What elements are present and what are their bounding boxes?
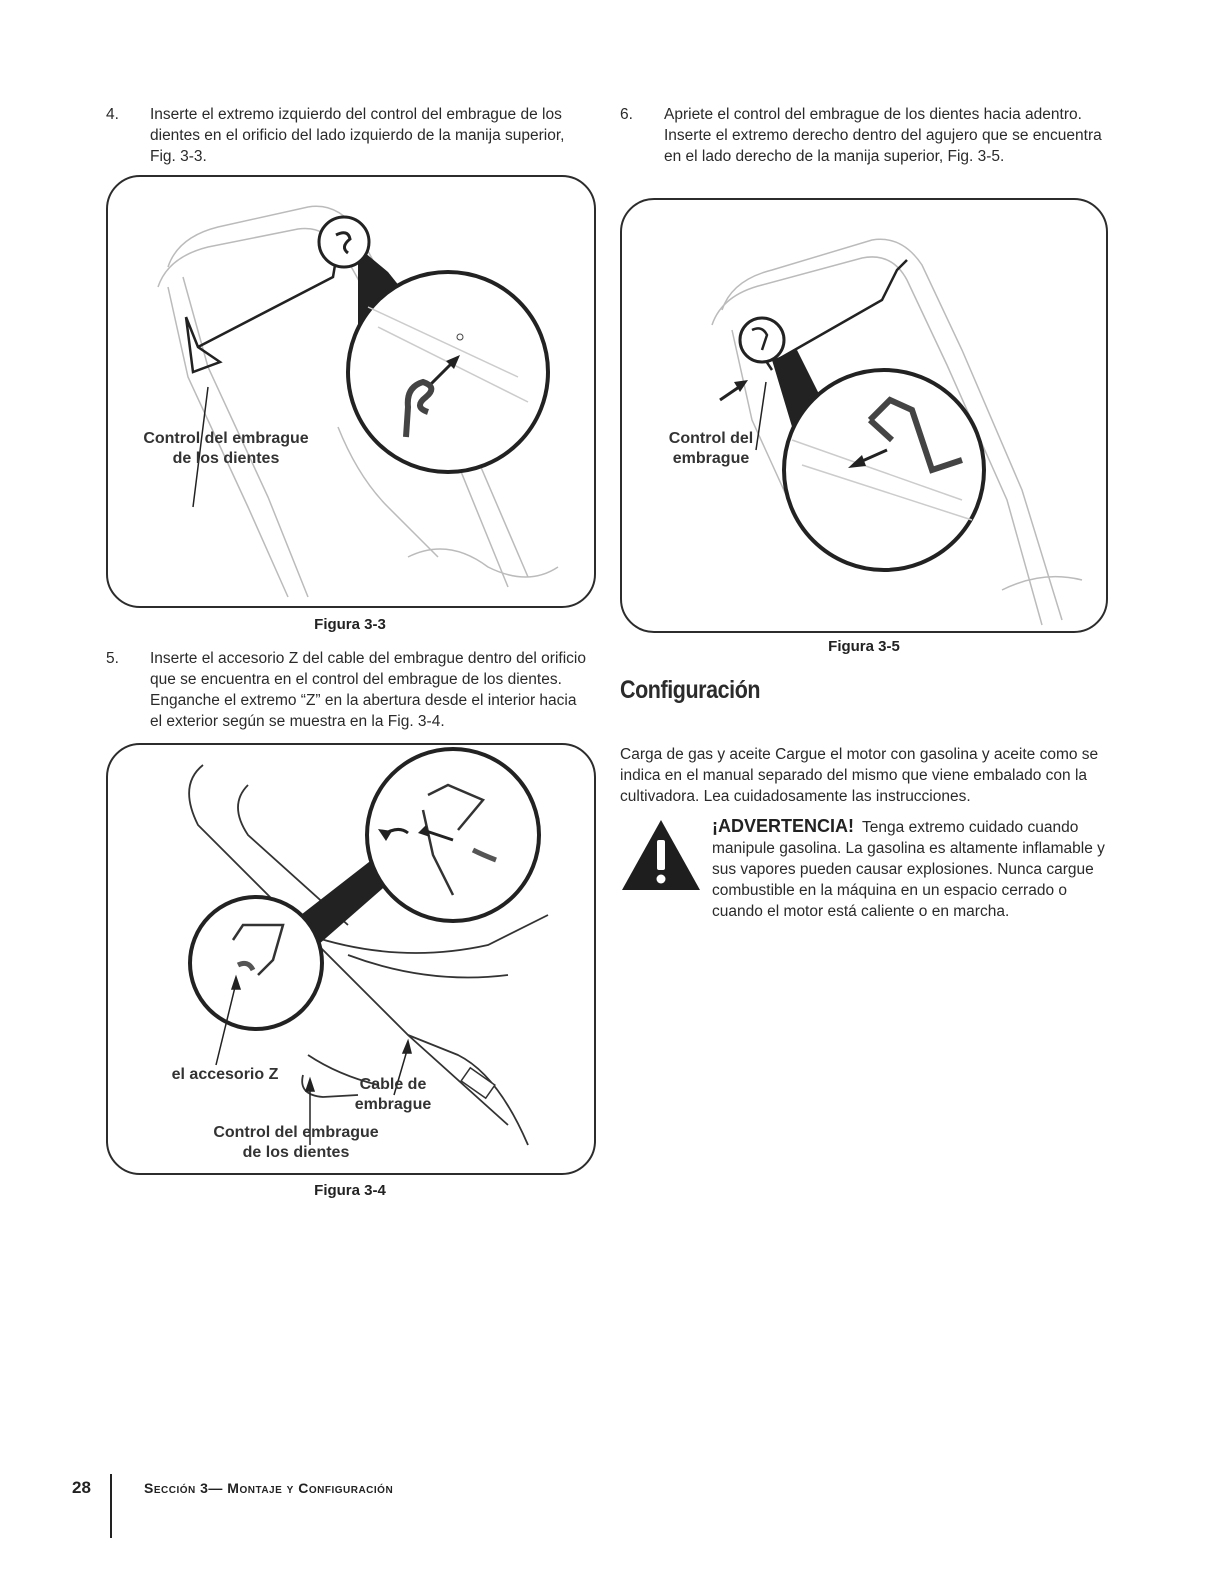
warning-text-block — [712, 816, 1106, 922]
label-line: embrague — [354, 1096, 432, 1113]
warning-block — [620, 816, 1108, 956]
section-heading: Configuración — [620, 676, 761, 704]
label-line: Control del — [668, 430, 754, 447]
footer-divider — [110, 1474, 112, 1538]
figure-3-3-illustration — [108, 177, 594, 606]
label-line: Control del embrague — [143, 430, 309, 447]
step-5 — [106, 648, 592, 732]
figure-3-4-caption: Figura 3-4 — [314, 1182, 386, 1199]
step-text: Inserte el extremo izquierdo del control del embrague de los dientes en el orificio del lado izquierdo de la manija superior, Fig. 3-3. — [150, 106, 565, 165]
figure-3-4-label-control — [196, 1123, 396, 1163]
page-number: 28 — [72, 1478, 91, 1497]
step-6 — [620, 104, 1110, 167]
figure-3-5-caption: Figura 3-5 — [828, 638, 900, 655]
footer-section-title: Sección 3— Montaje y Configuración — [144, 1480, 394, 1496]
step-text: Inserte el accesorio Z del cable del embrague dentro del orificio que se encuentra en el control del embrague de los dientes. Enganche el extremo “Z” en la abertura desde el interior hacia el exterior según se muestra en la Fig. 3-4. — [150, 650, 586, 730]
figure-3-5 — [620, 198, 1108, 633]
warning-triangle-icon — [620, 818, 702, 892]
figure-3-3-caption: Figura 3-3 — [314, 616, 386, 633]
figure-3-3 — [106, 175, 596, 608]
label-line: de los dientes — [242, 1144, 350, 1161]
step-number: 4. — [106, 106, 119, 123]
label-line: de los dientes — [172, 450, 280, 467]
warning-title: ¡ADVERTENCIA! — [712, 816, 854, 836]
warning-body: Tenga extremo cuidado cuando manipule gasolina. La gasolina es altamente inflamable y sus vapores pueden causar explosiones. Nunca cargue combustible en la máquina en un espacio cerrado o cuando el motor está caliente o en marcha. — [712, 819, 1105, 920]
figure-3-4 — [106, 743, 596, 1175]
label-line: embrague — [672, 450, 750, 467]
label-line: Control del embrague — [213, 1124, 379, 1141]
configuracion-paragraph: Carga de gas y aceite Cargue el motor con gasolina y aceite como se indica en el manual separado del mismo que viene embalado con la cultivadora. Lea cuidadosamente las instrucciones. — [620, 746, 1099, 805]
step-number: 5. — [106, 650, 119, 667]
figure-3-5-label — [656, 429, 766, 469]
label-line: Cable de — [359, 1076, 427, 1093]
figure-3-4-label-cable — [338, 1075, 448, 1115]
figure-3-4-label-z: el accesorio Z — [171, 1066, 279, 1083]
figure-3-3-label — [126, 429, 326, 469]
step-text: Apriete el control del embrague de los dientes hacia adentro. Inserte el extremo derecho dentro del agujero que se encuentra en el lado derecho de la manija superior, Fig. 3-5. — [664, 106, 1102, 165]
figure-3-5-illustration — [622, 200, 1106, 631]
step-4 — [106, 104, 590, 167]
page-footer — [72, 1474, 572, 1538]
step-number: 6. — [620, 106, 633, 123]
